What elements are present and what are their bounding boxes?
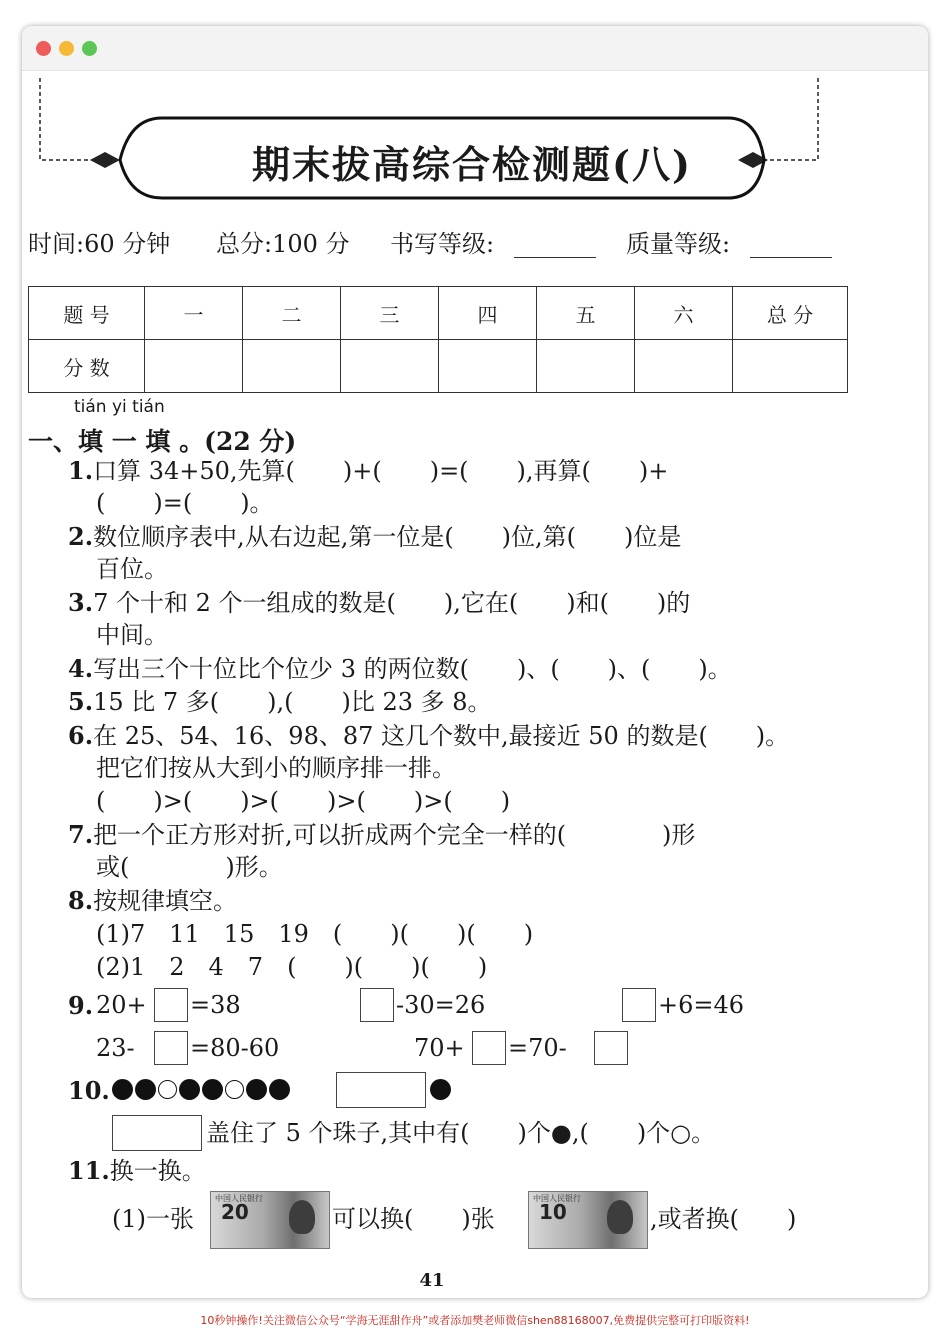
writing-grade-blank[interactable] [514,257,596,258]
question-number: 7. [68,820,94,849]
table-cell: 五 [537,287,635,340]
question-7-line-2: 或( )形。 [96,853,283,881]
section-pinyin: tián yi tián [74,397,165,417]
question-11-part-a: (1)一张 [112,1205,194,1233]
score-cell[interactable] [635,340,733,393]
question-9a-right: =38 [190,991,241,1019]
twenty-yuan-note-icon [210,1191,330,1249]
question-text: 把一个正方形对折,可以折成两个完全一样的( )形 [93,821,696,849]
covered-beads-box [336,1072,426,1108]
score-cell[interactable] [733,340,848,393]
quality-grade-blank[interactable] [750,257,832,258]
question-text: 写出三个十位比个位少 3 的两位数( )、( )、( )。 [93,655,732,683]
question-text: 口算 34+50,先算( )+( )=( ),再算( )+ [93,457,669,485]
portrait-icon [607,1200,633,1234]
answer-box[interactable] [360,988,394,1022]
question-11-part-b: 可以换( )张 [332,1205,495,1233]
question-5 [68,685,492,719]
question-text: 在 25、54、16、98、87 这几个数中,最接近 50 的数是( )。 [93,722,790,750]
question-6-line-2: 把它们按从大到小的顺序排一排。 [96,754,456,782]
question-9e-left: 70+ [414,1034,465,1062]
note-value: 10 [539,1200,567,1224]
question-number: 4. [68,654,94,683]
question-10-number: 10. [68,1076,110,1105]
question-6 [68,719,789,753]
answer-box[interactable] [154,988,188,1022]
table-cell: 分 数 [29,340,145,393]
time-limit: 时间:60 分钟 [28,230,171,258]
question-text: 7 个十和 2 个一组成的数是( ),它在( )和( )的 [93,589,691,617]
score-cell[interactable] [243,340,341,393]
question-2-line-2: 百位。 [96,555,168,583]
question-1-line-2: ( )=( )。 [96,489,274,517]
maximize-button[interactable] [82,41,97,56]
answer-box[interactable] [154,1031,188,1065]
question-10-line-2: 盖住了 5 个珠子,其中有( )个●,( )个○。 [206,1119,716,1147]
minimize-button[interactable] [59,41,74,56]
window-titlebar [22,26,928,71]
close-button[interactable] [36,41,51,56]
bead-icon [246,1079,267,1100]
question-number: 6. [68,721,94,750]
last-bead [430,1079,453,1100]
question-9b-right: -30=26 [396,991,486,1019]
bead-icon [430,1079,451,1100]
question-8-line-3: (2)1 2 4 7 ( )( )( ) [96,953,488,981]
table-cell: 总 分 [733,287,848,340]
question-text: 数位顺序表中,从右边起,第一位是( )位,第( )位是 [93,523,682,551]
writing-grade-label: 书写等级: [390,230,495,258]
portrait-icon [289,1200,315,1234]
question-3 [68,586,690,620]
score-cell[interactable] [145,340,243,393]
bead-icon [225,1080,244,1099]
score-cell[interactable] [537,340,635,393]
note-value: 20 [221,1200,249,1224]
quality-grade-label: 质量等级: [626,230,731,258]
question-11 [68,1154,206,1188]
document-window [22,26,928,1298]
question-9e-mid: =70- [508,1034,567,1062]
bead-icon [158,1080,177,1099]
question-number: 2. [68,522,94,551]
score-cell[interactable] [341,340,439,393]
bead-row [112,1079,292,1100]
question-number: 1. [68,456,94,485]
question-text: 按规律填空。 [93,887,238,915]
question-9d-left: 23- [96,1034,135,1062]
question-9c-right: +6=46 [658,991,745,1019]
total-score: 总分:100 分 [216,230,350,258]
section-title: 一、填 一 填 。(22 分) [28,427,297,456]
answer-box[interactable] [472,1031,506,1065]
question-3-line-2: 中间。 [96,621,168,649]
table-cell: 四 [439,287,537,340]
question-4 [68,652,732,686]
bead-icon [135,1079,156,1100]
question-2 [68,520,681,554]
table-cell: 二 [243,287,341,340]
question-6-line-3: ( )>( )>( )>( )>( ) [96,787,511,815]
question-number: 5. [68,687,94,716]
question-8 [68,884,237,918]
bank-name: 中国人民银行 [215,1194,263,1203]
question-8-line-2: (1)7 11 15 19 ( )( )( ) [96,920,534,948]
covered-beads-box [112,1115,202,1151]
table-cell: 一 [145,287,243,340]
question-9-number: 9. [68,991,94,1020]
question-7 [68,818,695,852]
score-table-header-row [29,287,848,340]
question-number: 3. [68,588,94,617]
question-11-part-c: ,或者换( ) [650,1205,797,1233]
bank-name: 中国人民银行 [533,1194,581,1203]
score-table-score-row [29,340,848,393]
page-number: 41 [419,1270,445,1291]
question-9d-right: =80-60 [190,1034,280,1062]
worksheet-title: 期末拔高综合检测题(八) [252,142,692,187]
question-1 [68,454,668,488]
bead-icon [269,1079,290,1100]
table-cell: 六 [635,287,733,340]
score-cell[interactable] [439,340,537,393]
question-number: 8. [68,886,94,915]
question-9a-left: 20+ [96,991,147,1019]
bead-icon [202,1079,223,1100]
table-cell: 题 号 [29,287,145,340]
answer-box[interactable] [594,1031,628,1065]
bead-icon [112,1079,133,1100]
bead-icon [179,1079,200,1100]
table-cell: 三 [341,287,439,340]
score-table [28,286,848,393]
answer-box[interactable] [622,988,656,1022]
question-text: 15 比 7 多( ),( )比 23 多 8。 [93,688,492,716]
question-text: 换一换。 [109,1157,206,1185]
worksheet-page [22,26,928,1298]
ten-yuan-note-icon [528,1191,648,1249]
footer-notice: 10秒钟操作!关注微信公众号“学海无涯甜作舟”或者添加樊老师微信shen88168007,免费提供完整可打印版资料! [200,1314,750,1327]
question-number: 11. [68,1156,110,1185]
